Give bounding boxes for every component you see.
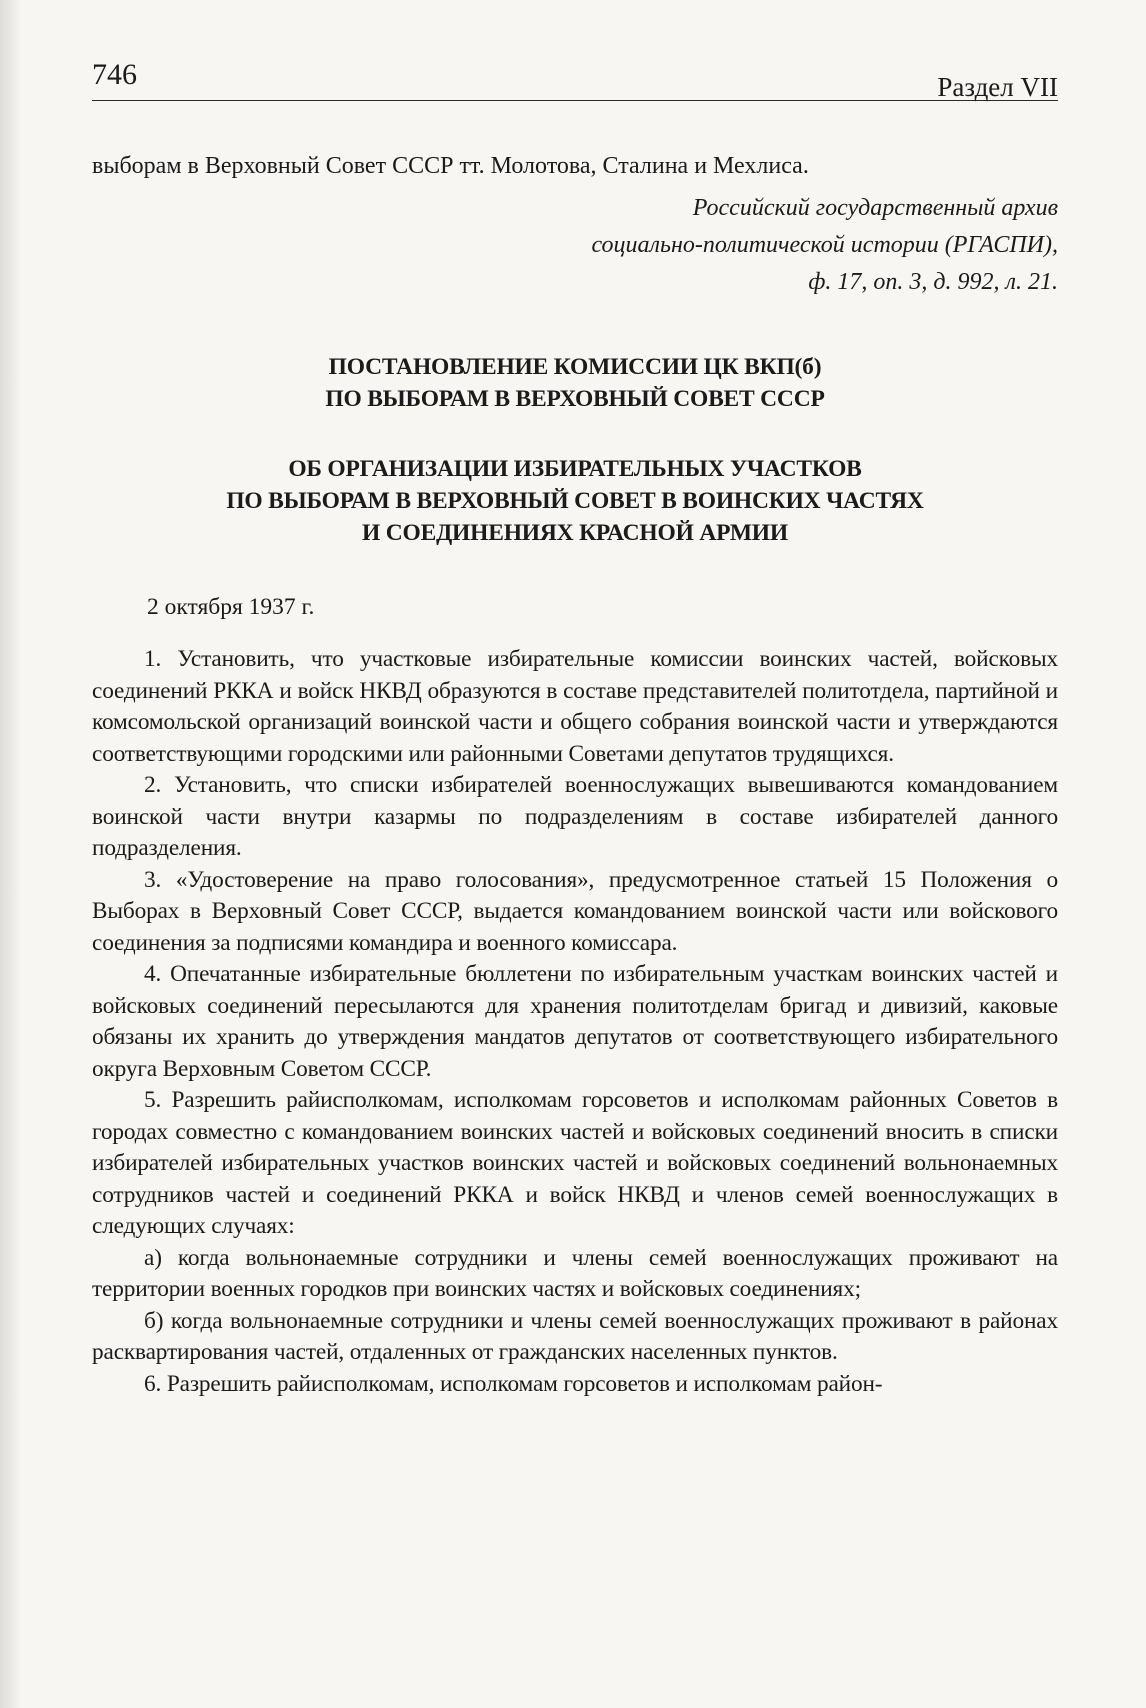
subtitle-line-1: ОБ ОРГАНИЗАЦИИ ИЗБИРАТЕЛЬНЫХ УЧАСТКОВ <box>288 456 862 482</box>
document-subtitle <box>92 453 1058 549</box>
archive-line-1: Российский государственный архив <box>692 195 1058 221</box>
paragraph-1: 1. Установить, что участковые избирательные комиссии воинских частей, войсковых соединений РККА и войск НКВД образуются в составе представителей политотдела, партийной и комсомольской организаций воинской части и общего собрания воинской части и утверждаются соответствующими городскими или районными Советами депутатов трудящихся. <box>92 646 1058 767</box>
paragraph-5a: а) когда вольнонаемные сотрудники и члены семей военнослужащих проживают на территории военных городков при воинских частях и войсковых соединениях; <box>92 1244 1058 1302</box>
paragraph-5b: б) когда вольнонаемные сотрудники и члены семей военнослужащих проживают в районах расквартирования частей, отдаленных от гражданских населенных пунктов. <box>92 1307 1058 1365</box>
running-header <box>92 50 1058 101</box>
archive-reference <box>92 190 1058 301</box>
archive-line-2: социально-политической истории (РГАСПИ), <box>591 232 1058 258</box>
continued-text-line: выборам в Верховный Совет СССР тт. Молотова, Сталина и Мехлиса. <box>92 153 809 179</box>
document-body <box>92 644 1058 1400</box>
paragraph-2: 2. Установить, что списки избирателей военнослужащих вывешиваются командованием воинской части внутри казармы по подразделениям в составе избирателей данного подразделения. <box>92 772 1058 861</box>
subtitle-line-3: И СОЕДИНЕНИЯХ КРАСНОЙ АРМИИ <box>362 520 788 546</box>
document-date: 2 октября 1937 г. <box>147 594 315 620</box>
paragraph-3: 3. «Удостоверение на право голосования», предусмотренное статьей 15 Положения о Выборах в Верховный Совет СССР, выдается командованием воинской части или войскового соединения за подписями командира и военного комиссара. <box>92 866 1058 956</box>
scan-edge-shadow <box>0 0 22 1708</box>
archive-line-3: ф. 17, оп. 3, д. 992, л. 21. <box>808 269 1058 295</box>
subtitle-line-2: ПО ВЫБОРАМ В ВЕРХОВНЫЙ СОВЕТ В ВОИНСКИХ ЧАСТЯХ <box>226 488 924 514</box>
paragraph-4: 4. Опечатанные избирательные бюллетени по избирательным участкам воинских частей и войсковых соединений пересылаются для хранения политотделам бригад и дивизий, каковые обязаны их хранить до утверждения мандатов депутатов от соответствующего избирательного округа Верховным Советом СССР. <box>92 961 1058 1082</box>
title-line-1: ПОСТАНОВЛЕНИЕ КОМИССИИ ЦК ВКП(б) <box>328 354 822 380</box>
document-title <box>92 351 1058 415</box>
title-line-2: ПО ВЫБОРАМ В ВЕРХОВНЫЙ СОВЕТ СССР <box>325 386 825 412</box>
paragraph-5: 5. Разрешить райисполкомам, исполкомам горсоветов и исполкомам районных Советов в городах совместно с командованием воинских частей и войсковых соединений вносить в списки избирателей избирательных участков воинских частей и войсковых соединений вольнонаемных сотрудников частей и соединений РККА и войск НКВД и членов семей военнослужащих в следующих случаях: <box>92 1087 1058 1239</box>
paragraph-6: 6. Разрешить райисполкомам, исполкомам горсоветов и исполкомам район- <box>144 1370 883 1397</box>
document-page <box>92 50 1058 1400</box>
section-label: Раздел VII <box>937 72 1058 102</box>
page-number: 746 <box>92 58 137 91</box>
